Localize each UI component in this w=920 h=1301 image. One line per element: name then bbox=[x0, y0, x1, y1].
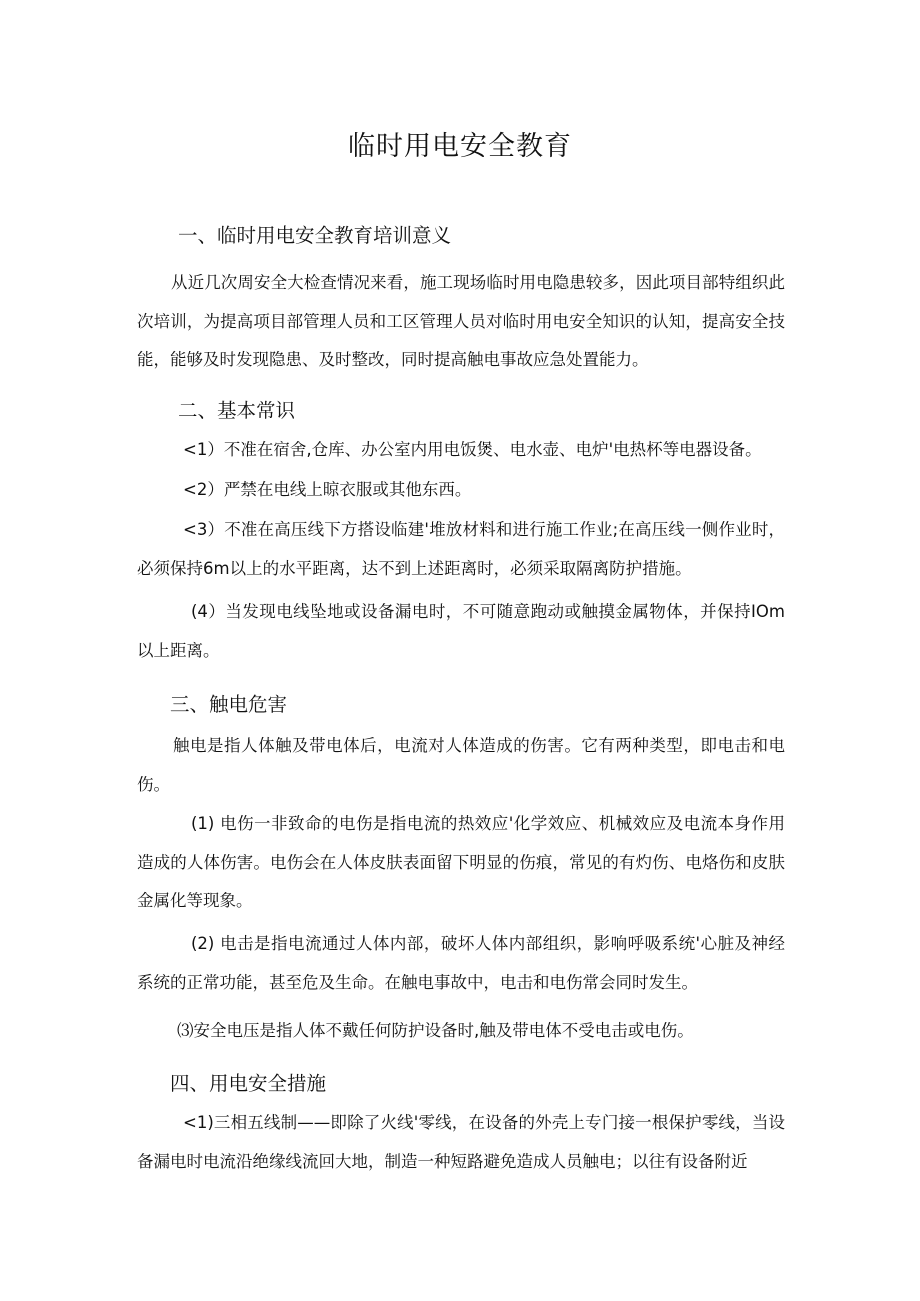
section-heading-3: 三、触电危害 bbox=[170, 693, 288, 716]
section-heading-2: 二、基本常识 bbox=[178, 399, 296, 422]
electric-hazard-2: (2) 电击是指电流通过人体内部，破坏人体内部组织，影响呼吸系统'心脏及神经系统的正常功能，甚至危及生命。在触电事故中，电击和电伤常会同时发生。 bbox=[137, 934, 785, 992]
basic-rule-2: <2）严禁在电线上晾衣服或其他东西。 bbox=[183, 480, 472, 499]
section-heading-1: 一、临时用电安全教育培训意义 bbox=[178, 224, 452, 247]
section-heading-4: 四、用电安全措施 bbox=[170, 1072, 327, 1095]
section-3-intro: 触电是指人体触及带电体后，电流对人体造成的伤害。它有两种类型，即电击和电伤。 bbox=[137, 736, 785, 794]
basic-rule-1: <1）不准在宿舍,仓库、办公室内用电饭煲、电水壶、电炉'电热杯等电器设备。 bbox=[183, 440, 762, 459]
basic-rule-4: (4）当发现电线坠地或设备漏电时，不可随意跑动或触摸金属物体，并保持IOm以上距离。 bbox=[137, 602, 785, 660]
basic-rule-3: <3）不准在高压线下方搭设临建'堆放材料和进行施工作业;在高压线一侧作业时，必须保持6m以上的水平距离，达不到上述距离时，必须采取隔离防护措施。 bbox=[137, 520, 785, 578]
document-title: 临时用电安全教育 bbox=[348, 131, 572, 162]
electric-hazard-3: ⑶安全电压是指人体不戴任何防护设备时,触及带电体不受电击或电伤。 bbox=[177, 1021, 694, 1040]
safety-measure-1: <1)三相五线制——即除了火线'零线，在设备的外壳上专门接一根保护零线，当设备漏电时电流沿绝缘线流回大地，制造一种短路避免造成人员触电；以往有设备附近 bbox=[137, 1113, 785, 1171]
electric-hazard-1: (1) 电伤一非致命的电伤是指电流的热效应'化学效应、机械效应及电流本身作用造成的人体伤害。电伤会在人体皮肤表面留下明显的伤痕，常见的有灼伤、电烙伤和皮肤金属化等现象。 bbox=[137, 814, 785, 910]
section-1-paragraph: 从近几次周安全大检查情况来看，施工现场临时用电隐患较多，因此项目部特组织此次培训，为提高项目部管理人员和工区管理人员对临时用电安全知识的认知，提高安全技能，能够及时发现隐患、及时整改，同时提高触电事故应急处置能力。 bbox=[137, 273, 785, 369]
